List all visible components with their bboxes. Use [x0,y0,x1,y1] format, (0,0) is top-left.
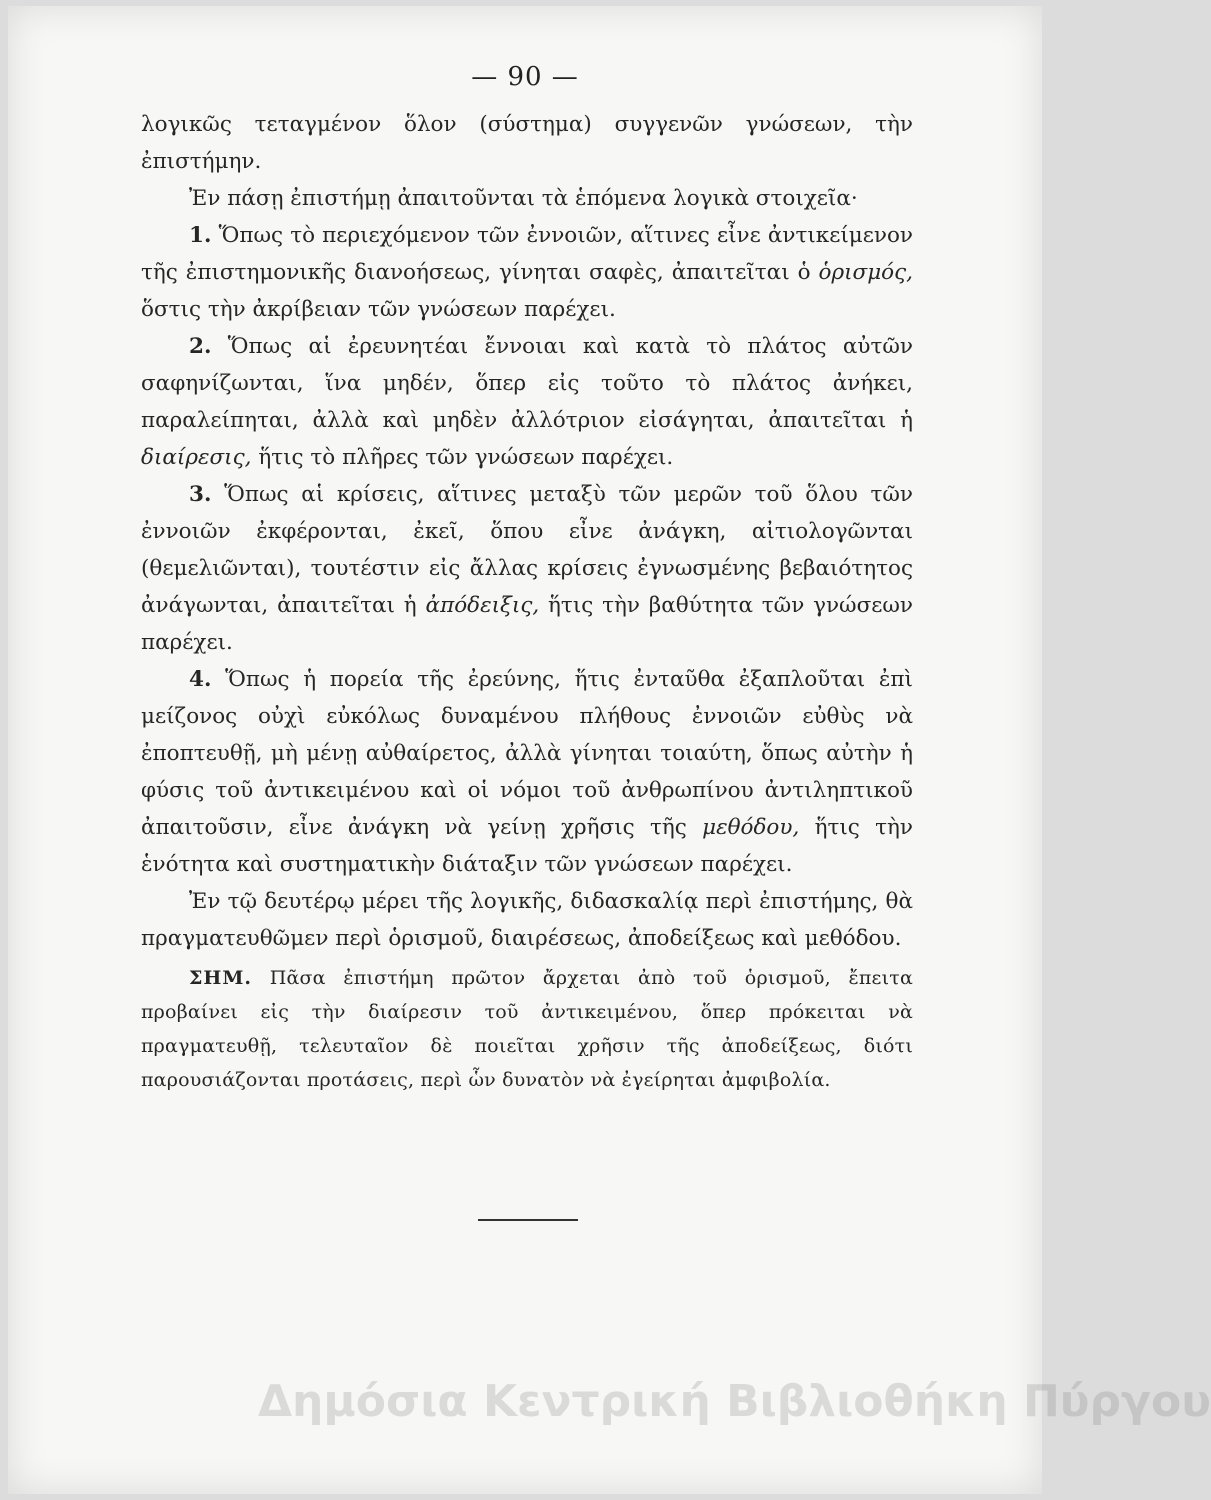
note-paragraph [141,961,913,1097]
item-number: 4. [189,667,212,692]
note-text: Πᾶσα ἐπιστήμη πρῶτον ἄρχεται ἀπὸ τοῦ ὁρισμοῦ, ἔπειτα προβαίνει εἰς τὴν διαίρεσιν τοῦ ἀντικειμένου, ὅπερ πρόκειται νὰ πραγματευθῇ, τελευταῖον δὲ ποιεῖται χρῆσιν τῆς ἀποδείξεως, διότι παρουσιάζονται προτάσεις, περὶ ὧν δυνατὸν νὰ ἐγείρηται ἀμφιβολία. [141,967,913,1091]
item-text: Ὅπως τὸ περιεχόμενον τῶν ἐννοιῶν, αἵτινες εἶνε ἀντικείμενον τῆς ἐπιστημονικῆς διανοήσεως, γίνηται σαφὲς, ἀπαιτεῖται ὁ [141,223,913,285]
item-text-end: ἥτις τὴν ἑνότητα καὶ συστηματικὴν διάταξιν τῶν γνώσεων παρέχει. [141,815,913,877]
item-text-end: ἥτις τὴν βαθύτητα τῶν γνώσεων παρέχει. [141,593,913,655]
end-rule [478,1219,578,1221]
item-text-end: ἥτις τὸ πλῆρες τῶν γνώσεων παρέχει. [258,445,674,470]
item-number: 1. [189,223,212,248]
note-label: ΣΗΜ. [189,967,253,989]
item-term: διαίρεσις, [141,445,252,470]
item-text: Ὅπως αἱ κρίσεις, αἵτινες μεταξὺ τῶν μερῶν τοῦ ὅλου τῶν ἐννοιῶν ἐκφέρονται, ἐκεῖ, ὅπου εἶνε ἀνάγκη, αἰτιολογῶνται (θεμελιῶνται), τουτέστιν εἰς ἄλλας κρίσεις ἐγνωσμένης βεβαιότητος ἀνάγωνται, ἀπαιτεῖται ἡ [141,482,913,618]
list-item-2 [141,328,913,476]
item-number: 3. [189,482,212,507]
list-item-1 [141,217,913,328]
intro-paragraph: λογικῶς τεταγμένον ὅλον (σύστημα) συγγενῶν γνώσεων, τὴν ἐπιστήμην. [141,112,913,174]
lead-paragraph: Ἐν πάσῃ ἐπιστήμῃ ἀπαιτοῦνται τὰ ἑπόμενα λογικὰ στοιχεῖα· [189,186,858,211]
item-term: μεθόδου, [702,815,800,840]
library-watermark: Δημόσια Κεντρική Βιβλιοθήκη Πύργου [258,1376,1211,1427]
item-number: 2. [189,334,212,359]
item-text: Ὅπως αἱ ἐρευνητέαι ἔννοιαι καὶ κατὰ τὸ πλάτος αὐτῶν σαφηνίζωνται, ἵνα μηδέν, ὅπερ εἰς τοῦτο τὸ πλάτος ἀνήκει, παραλείπηται, ἀλλὰ καὶ μηδὲν ἀλλότριον εἰσάγηται, ἀπαιτεῖται ἡ [141,334,913,433]
closing-paragraph: Ἐν τῷ δευτέρῳ μέρει τῆς λογικῆς, διδασκαλίᾳ περὶ ἐπιστήμης, θὰ πραγματευθῶμεν περὶ ὁρισμοῦ, διαιρέσεως, ἀποδείξεως καὶ μεθόδου. [141,889,913,951]
body-text [141,106,913,1097]
list-item-4 [141,661,913,883]
item-text: Ὅπως ἡ πορεία τῆς ἐρεύνης, ἥτις ἐνταῦθα ἐξαπλοῦται ἐπὶ μείζονος οὐχὶ εὐκόλως δυναμένου πλήθους ἐννοιῶν εὐθὺς νὰ ἐποπτευθῇ, μὴ μένῃ αὐθαίρετος, ἀλλὰ γίνηται τοιαύτη, ὅπως αὐτὴν ἡ φύσις τοῦ ἀντικειμένου καὶ οἱ νόμοι τοῦ ἀνθρωπίνου ἀντιληπτικοῦ ἀπαιτοῦσιν, εἶνε ἀνάγκη νὰ γείνῃ χρῆσις τῆς [141,667,913,840]
item-term: ἀπόδειξις, [425,593,540,618]
list-item-3 [141,476,913,661]
item-term: ὁρισμός, [818,260,913,285]
item-text-end: ὅστις τὴν ἀκρίβειαν τῶν γνώσεων παρέχει. [141,297,616,322]
page-number: — 90 — [471,62,579,92]
book-page [8,6,1211,1494]
